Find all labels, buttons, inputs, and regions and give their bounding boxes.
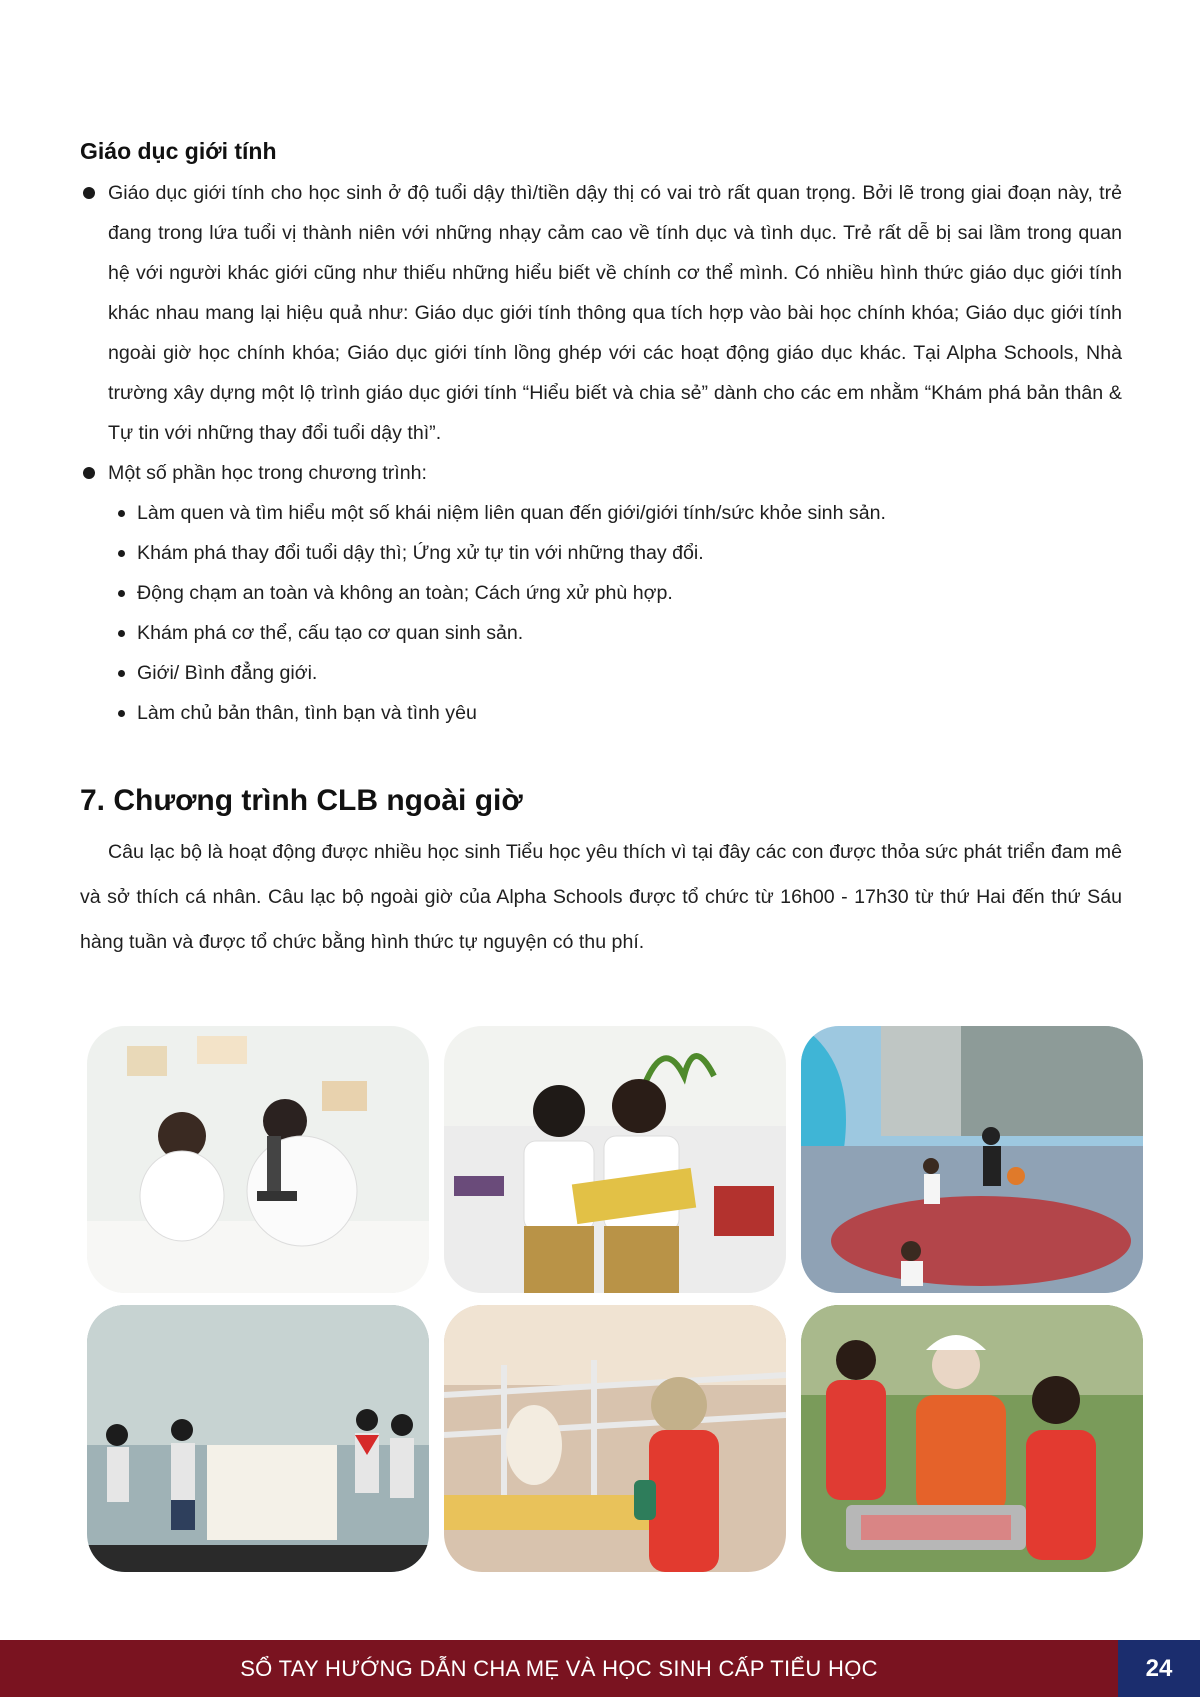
page-number: 24: [1118, 1640, 1200, 1697]
bullet-dot: [118, 630, 125, 637]
program-topics-list: [80, 493, 1122, 733]
list-item: [80, 533, 1122, 573]
photo-science-lab: [87, 1026, 429, 1293]
page-footer: [0, 1640, 1200, 1697]
list-item-text: Làm quen và tìm hiểu một số khái niệm liên quan đến giới/giới tính/sức khỏe sinh sản.: [137, 502, 886, 524]
photo-feeding-goats: [444, 1305, 786, 1572]
list-item-text: Động chạm an toàn và không an toàn; Cách ứng xử phù hợp.: [137, 582, 673, 604]
photo-reading-books: [444, 1026, 786, 1293]
bullet-dot: [118, 710, 125, 717]
bullet-dot: [83, 187, 95, 199]
list-item: [80, 653, 1122, 693]
sex-education-paragraph: Giáo dục giới tính cho học sinh ở độ tuổi dậy thì/tiền dậy thị có vai trò rất quan trọng. Bởi lẽ trong giai đoạn này, trẻ đang trong lứa tuổi vị thành niên với những nhạy cảm cao về tính dục và tình dục. Trẻ rất dễ bị sai lầm trong quan hệ với người khác giới cũng như thiếu những hiểu biết về chính cơ thể mình. Có nhiều hình thức giáo dục giới tính khác nhau mang lại hiệu quả như: Giáo dục giới tính thông qua tích hợp vào bài học chính khóa; Giáo dục giới tính ngoài giờ học chính khóa; Giáo dục giới tính lồng ghép với các hoạt động giáo dục khác. Tại Alpha Schools, Nhà trường xây dựng một lộ trình giáo dục giới tính “Hiểu biết và chia sẻ” dành cho các em nhằm “Khám phá bản thân & Tự tin với những thay đổi tuổi dậy thì”.: [108, 182, 1122, 444]
photo-outdoor-activity: [801, 1305, 1143, 1572]
list-item-text: Khám phá thay đổi tuổi dậy thì; Ứng xử tự tin với những thay đổi.: [137, 542, 704, 564]
sex-education-heading: Giáo dục giới tính: [80, 138, 277, 164]
sex-education-bullet: [80, 173, 1122, 453]
list-item-text: Làm chủ bản thân, tình bạn và tình yêu: [137, 702, 477, 724]
list-item: [80, 573, 1122, 613]
photo-basketball-court: [801, 1026, 1143, 1293]
list-item-text: Giới/ Bình đẳng giới.: [137, 662, 318, 684]
footer-title: SỔ TAY HƯỚNG DẪN CHA MẸ VÀ HỌC SINH CẤP TIỂU HỌC: [240, 1656, 878, 1681]
bullet-dot: [118, 510, 125, 517]
photo-stage-presentation: [87, 1305, 429, 1572]
program-list-intro: Một số phần học trong chương trình:: [108, 462, 427, 484]
list-item-text: Khám phá cơ thể, cấu tạo cơ quan sinh sản.: [137, 622, 524, 644]
bullet-dot: [118, 590, 125, 597]
bullet-dot: [118, 670, 125, 677]
bullet-dot: [118, 550, 125, 557]
section-title: 7. Chương trình CLB ngoài giờ: [80, 784, 523, 817]
list-item: [80, 613, 1122, 653]
section-body: Câu lạc bộ là hoạt động được nhiều học sinh Tiểu học yêu thích vì tại đây các con được thỏa sức phát triển đam mê và sở thích cá nhân. Câu lạc bộ ngoài giờ của Alpha Schools được tổ chức từ 16h00 - 17h30 từ thứ Hai đến thứ Sáu hàng tuần và được tổ chức bằng hình thức tự nguyện có thu phí.: [80, 841, 1122, 953]
list-item: [80, 693, 1122, 733]
bullet-dot: [83, 467, 95, 479]
program-list-bullet: [80, 453, 1122, 493]
sex-education-section: [80, 138, 1122, 733]
list-item: [80, 493, 1122, 533]
